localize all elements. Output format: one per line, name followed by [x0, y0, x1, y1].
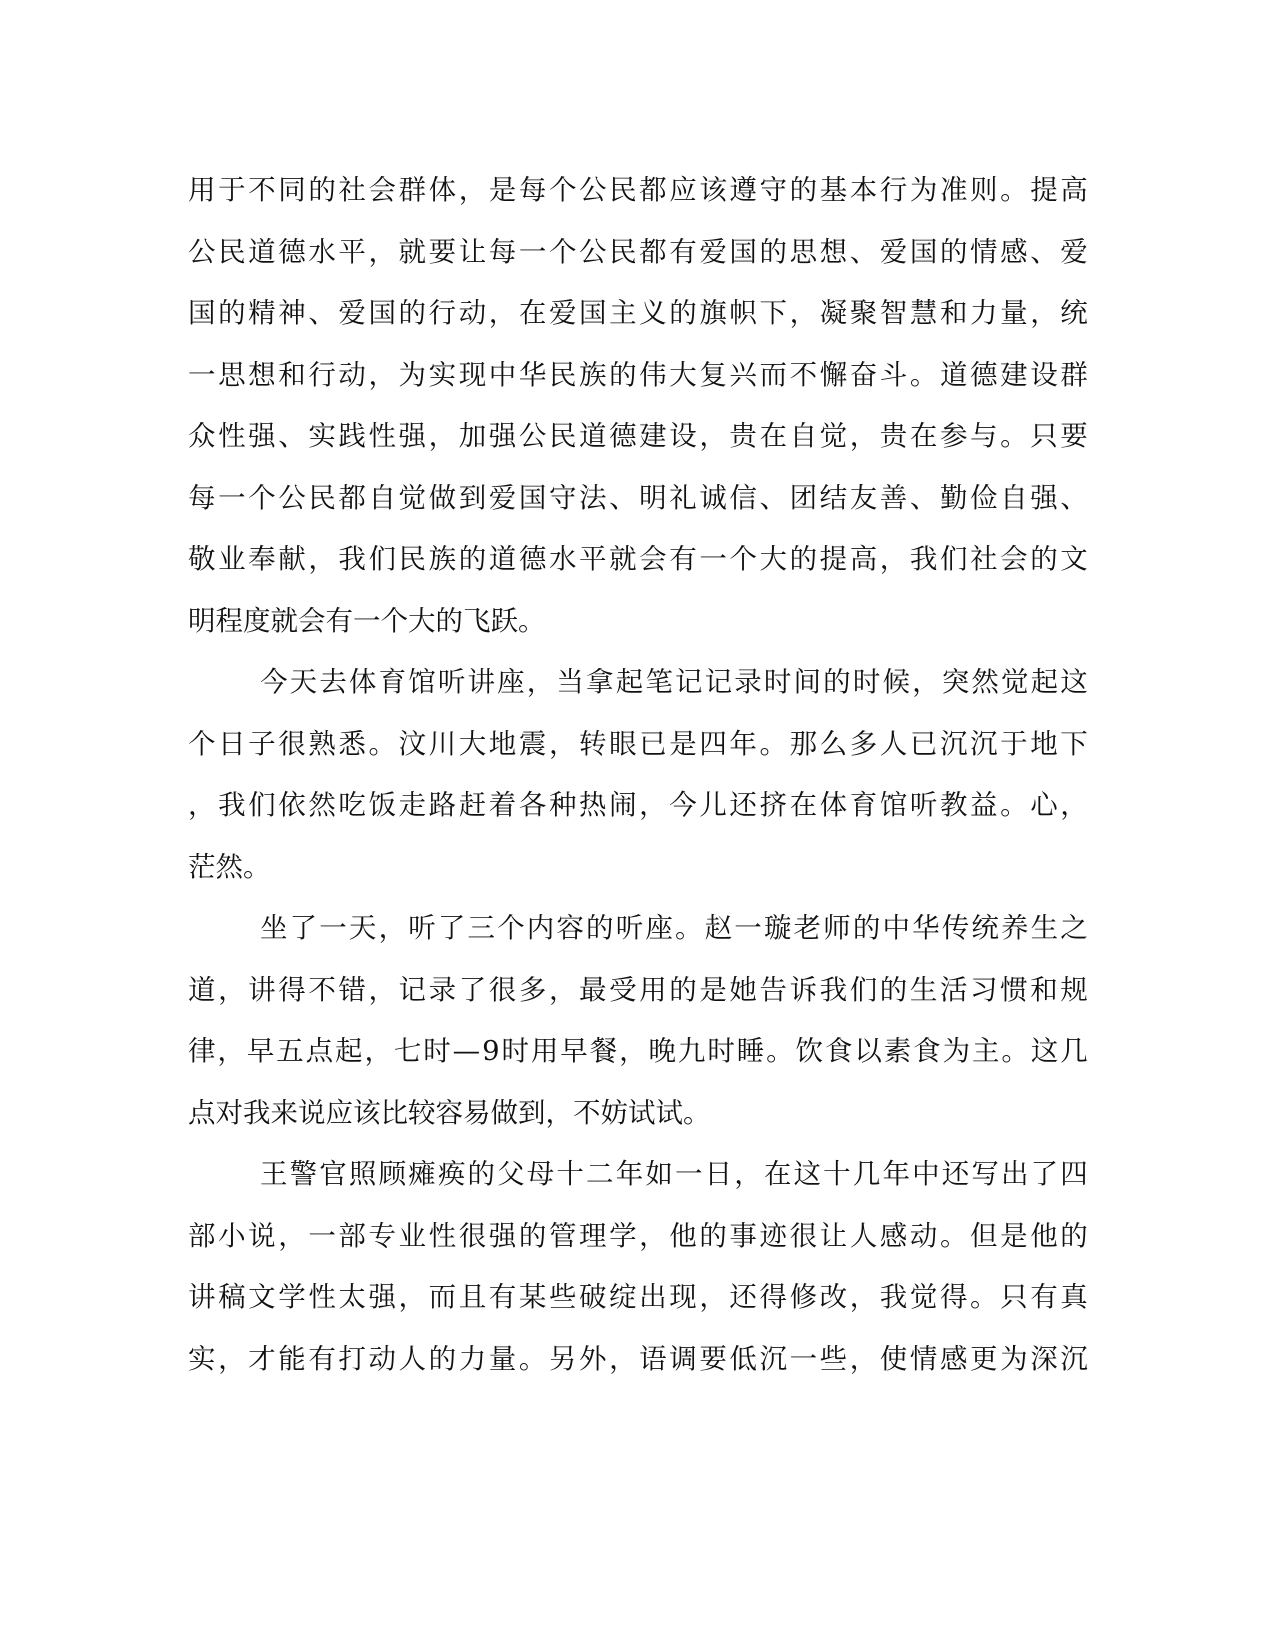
text-line: 公 民 道 德 水 平 ， 就 要 让 每 一 个 公 民 都 有 爱 国 的 思 想 、 爱 国 的 情 感 、 爱	[188, 235, 1088, 268]
text-line: 敬 业 奉 献 ， 我 们 民 族 的 道 德 水 平 就 会 有 一 个 大 的 提 高 ， 我 们 社 会 的 文	[188, 543, 1088, 575]
text-line: 每 一 个 公 民 都 自 觉 做 到 爱 国 守 法 、 明 礼 诚 信 、 团 结 友 善 、 勤 俭 自 强 、	[188, 481, 1088, 514]
text-line: 实 ， 才 能 有 打 动 人 的 力 量 。 另 外 ， 语 调 要 低 沉 一 些 ， 使 情 感 更 为 深 沉	[188, 1342, 1088, 1375]
text-line: 众 性 强 、 实 践 性 强 ， 加 强 公 民 道 德 建 设 ， 贵 在 自 觉 ， 贵 在 参 与 。 只 要	[188, 420, 1088, 452]
text-line: ， 我 们 依 然 吃 饭 走 路 赶 着 各 种 热 闹 ， 今 儿 还 挤 在 体 育 馆 听 教 益 。 心 ，	[188, 789, 1088, 821]
text-line: 讲 稿 文 学 性 太 强 ， 而 且 有 某 些 破 绽 出 现 ， 还 得 修 改 ， 我 觉 得 。 只 有 真	[188, 1281, 1088, 1313]
text-line: 坐 了 一 天 ， 听 了 三 个 内 容 的 听 座 。 赵 一 璇 老 师 的 中 华 传 统 养 生 之	[260, 912, 1088, 944]
text-line: 明 程 度 就 会 有 一 个 大 的 飞 跃 。	[188, 604, 546, 637]
body-text	[188, 160, 1088, 1390]
text-line: 国 的 精 神 、 爱 国 的 行 动 ， 在 爱 国 主 义 的 旗 帜 下 ， 凝 聚 智 慧 和 力 量 ， 统	[188, 297, 1088, 329]
text-line: 部 小 说 ， 一 部 专 业 性 很 强 的 管 理 学 ， 他 的 事 迹 很 让 人 感 动 。 但 是 他 的	[188, 1219, 1088, 1252]
text-line: 用 于 不 同 的 社 会 群 体 ， 是 每 个 公 民 都 应 该 遵 守 的 基 本 行 为 准 则 。 提 高	[188, 174, 1088, 206]
text-line: 茫 然 。	[188, 850, 271, 883]
text-line: 律 ， 早 五 点 起 ， 七 时 — 9 时 用 早 餐 ， 晚 九 时 睡 。 饮 食 以 素 食 为 主 。 这 几	[188, 1035, 1088, 1067]
text-line: 个 日 子 很 熟 悉 。 汶 川 大 地 震 ， 转 眼 已 是 四 年 。 那 么 多 人 已 沉 沉 于 地 下	[188, 727, 1088, 760]
text-line: 王 警 官 照 顾 瘫 痪 的 父 母 十 二 年 如 一 日 ， 在 这 十 几 年 中 还 写 出 了 四	[260, 1158, 1088, 1190]
text-line: 一 思 想 和 行 动 ， 为 实 现 中 华 民 族 的 伟 大 复 兴 而 不 懈 奋 斗 。 道 德 建 设 群	[188, 358, 1088, 391]
text-line: 点 对 我 来 说 应 该 比 较 容 易 做 到 ， 不 妨 试 试 。	[188, 1096, 711, 1129]
text-line: 道 ， 讲 得 不 错 ， 记 录 了 很 多 ， 最 受 用 的 是 她 告 诉 我 们 的 生 活 习 惯 和 规	[188, 973, 1088, 1006]
text-line: 今 天 去 体 育 馆 听 讲 座 ， 当 拿 起 笔 记 记 录 时 间 的 时 候 ， 突 然 觉 起 这	[260, 666, 1088, 698]
